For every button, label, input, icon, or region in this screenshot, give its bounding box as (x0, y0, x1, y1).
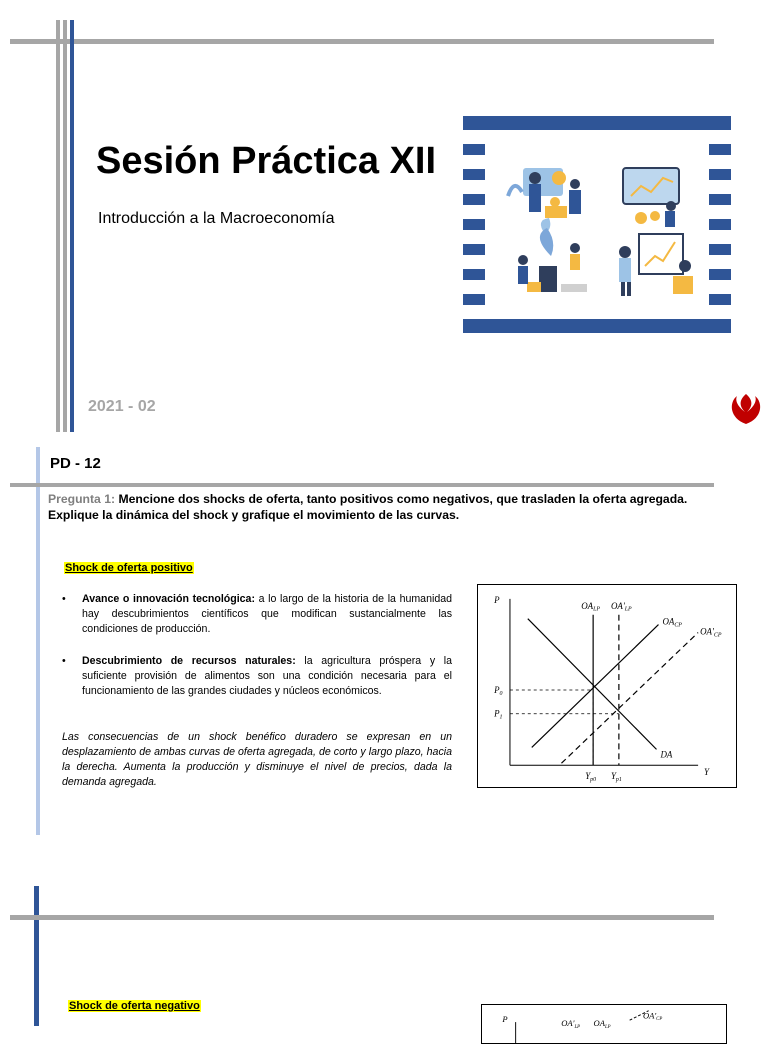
question-1 (48, 491, 718, 523)
slide2-left-bar (36, 447, 40, 835)
page-subtitle: Introducción a la Macroeconomía (98, 210, 335, 227)
list-item (62, 592, 452, 637)
positive-shock-heading: Shock de oferta positivo (65, 562, 193, 574)
curve-label-oa-prime-cp: $OA'_{CP}$ (700, 626, 722, 639)
bullet-icon: • (62, 655, 66, 667)
curve-label-oa-lp: $OA_{LP}$ (581, 600, 601, 613)
consequence-paragraph: Las consecuencias de un shock benéfico duradero se expresan en un desplazamiento de ambas curvas de oferta agregada, de corto y largo plazo, hacia la derecha. Aumenta la producción y disminuye el nivel de precios, dada la demanda agregada. (62, 731, 452, 788)
question-label: Pregunta 1: (48, 492, 116, 506)
price-label-p0: $P_0$ (494, 684, 503, 697)
top-divider (10, 39, 714, 44)
page-title: Sesión Práctica XII (96, 140, 437, 182)
pd-header: PD - 12 (50, 455, 101, 472)
slide3-divider (10, 915, 714, 920)
bullet-text: la agricultura próspera y la suficiente provisión de alimentos son una condición necesaria para el funcionamiento de las grandes ciudades y núcleos económicos. (82, 655, 452, 697)
university-logo-icon (727, 392, 765, 426)
negative-shock-heading: Shock de oferta negativo (69, 1000, 200, 1012)
y-axis-label: P (494, 594, 500, 605)
curve-label-da: DA (660, 749, 673, 760)
left-gray-bar-1 (56, 20, 60, 432)
positive-shock-graph (477, 584, 737, 788)
curve-label-oa-prime-cp: $OA'_{CP}$ (642, 1010, 663, 1023)
curve-label-oa-lp: $OA_{LP}$ (593, 1017, 611, 1030)
curve-label-oa-prime-lp: $OA'_{LP}$ (561, 1017, 581, 1030)
x-axis-label: Y (704, 767, 710, 778)
bullet-icon: • (62, 593, 66, 605)
curve-label-oa-cp: $OA_{CP}$ (662, 616, 682, 629)
slide3-left-bar (34, 886, 39, 1026)
curve-label-oa-prime-lp: $OA'_{LP}$ (610, 600, 632, 613)
academic-period: 2021 - 02 (88, 398, 156, 415)
left-blue-bar (70, 20, 74, 432)
question-text: Mencione dos shocks de oferta, tanto positivos como negativos, que trasladen la oferta agregada. Explique la dinámica del shock y grafique el movimiento de las curvas. (48, 492, 688, 522)
output-label-yp0: $Y_{p0}$ (585, 771, 597, 784)
output-label-yp1: $Y_{p1}$ (610, 771, 622, 784)
y-axis-label: P (502, 1014, 508, 1025)
slide2-divider (10, 483, 714, 487)
bullet-text: a lo largo de la historia de la humanidad hay descubrimientos científicos que modifican sustancialmente las condiciones de producción. (82, 593, 452, 635)
negative-shock-graph (481, 1004, 727, 1044)
list-item (62, 654, 452, 699)
left-gray-bar-2 (63, 20, 67, 432)
bullet-title: Avance o innovación tecnológica: (82, 593, 255, 605)
price-label-p1: $P_1$ (494, 708, 503, 721)
economy-illustration (463, 116, 731, 333)
bullet-title: Descubrimiento de recursos naturales: (82, 655, 296, 667)
